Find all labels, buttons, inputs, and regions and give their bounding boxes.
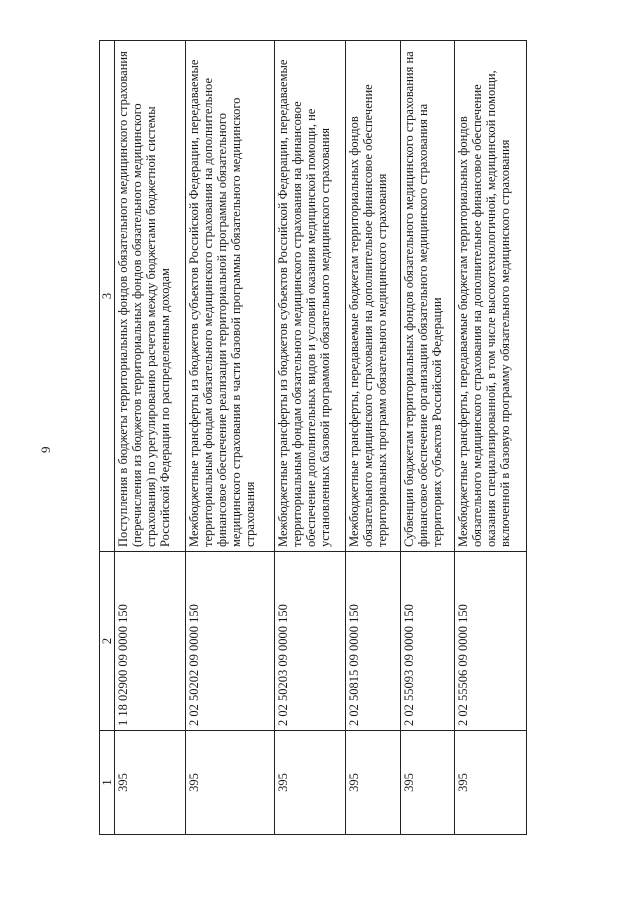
description-cell: Поступления в бюджеты территориальных фондов обязательного медицинского страхования (перечисления из бюджетов территориальных фондов обязательного медицинского страхования) по урегулированию расчетов между бюджетами бюджетной системы Российской Федерации по распределенным доходам xyxy=(115,41,186,552)
page-number: 9 xyxy=(38,446,53,453)
admin-code-cell: 395 xyxy=(455,731,527,835)
description-cell: Субвенции бюджетам территориальных фондов обязательного медицинского страхования на финансовое обеспечение организации обязательного медицинского страхования на территориях субъектов Российской Федерации xyxy=(400,41,455,552)
table-row xyxy=(115,41,186,835)
description-cell: Межбюджетные трансферты, передаваемые бюджетам территориальных фондов обязательного медицинского страхования на дополнительное финансовое обеспечение оказания специализированной, в том числе высокотехнологичной, медицинской помощи, включенной в базовую программу обязательного медицинского страхования xyxy=(455,41,527,552)
budget-code-cell: 2 02 50202 09 0000 150 xyxy=(186,552,274,731)
admin-code-cell: 395 xyxy=(186,731,274,835)
document-table-container xyxy=(99,40,527,835)
description-cell: Межбюджетные трансферты из бюджетов субъектов Российской Федерации, передаваемые территориальным фондам обязательного медицинского страхования на финансовое обеспечение дополнительных видов и условий оказания медицинской помощи, не установленных базовой программой обязательного медицинского страхования xyxy=(274,41,345,552)
description-cell: Межбюджетные трансферты, передаваемые бюджетам территориальных фондов обязательного медицинского страхования на дополнительное финансовое обеспечение территориальных программ обязательного медицинского страхования xyxy=(346,41,401,552)
table-row xyxy=(346,41,401,835)
table-row xyxy=(455,41,527,835)
admin-code-cell: 395 xyxy=(274,731,345,835)
table-header-row xyxy=(100,41,115,835)
budget-code-cell: 2 02 50203 09 0000 150 xyxy=(274,552,345,731)
admin-code-cell: 395 xyxy=(346,731,401,835)
budget-code-cell: 2 02 55093 09 0000 150 xyxy=(400,552,455,731)
table-row xyxy=(400,41,455,835)
budget-code-cell: 2 02 50815 09 0000 150 xyxy=(346,552,401,731)
table-row xyxy=(186,41,274,835)
budget-code-cell: 2 02 55506 09 0000 150 xyxy=(455,552,527,731)
admin-code-cell: 395 xyxy=(400,731,455,835)
description-cell: Межбюджетные трансферты из бюджетов субъектов Российской Федерации, передаваемые территориальным фондам обязательного медицинского страхования на дополнительное финансовое обеспечение реализации территориальной программы обязательного медицинского страхования в части базовой программы обязательного медицинского страхования xyxy=(186,41,274,552)
revenue-codes-table xyxy=(99,40,527,835)
admin-code-cell: 395 xyxy=(115,731,186,835)
column-header-1: 1 xyxy=(100,731,115,835)
column-header-2: 2 xyxy=(100,552,115,731)
table-row xyxy=(274,41,345,835)
column-header-3: 3 xyxy=(100,41,115,552)
budget-code-cell: 1 18 02900 09 0000 150 xyxy=(115,552,186,731)
